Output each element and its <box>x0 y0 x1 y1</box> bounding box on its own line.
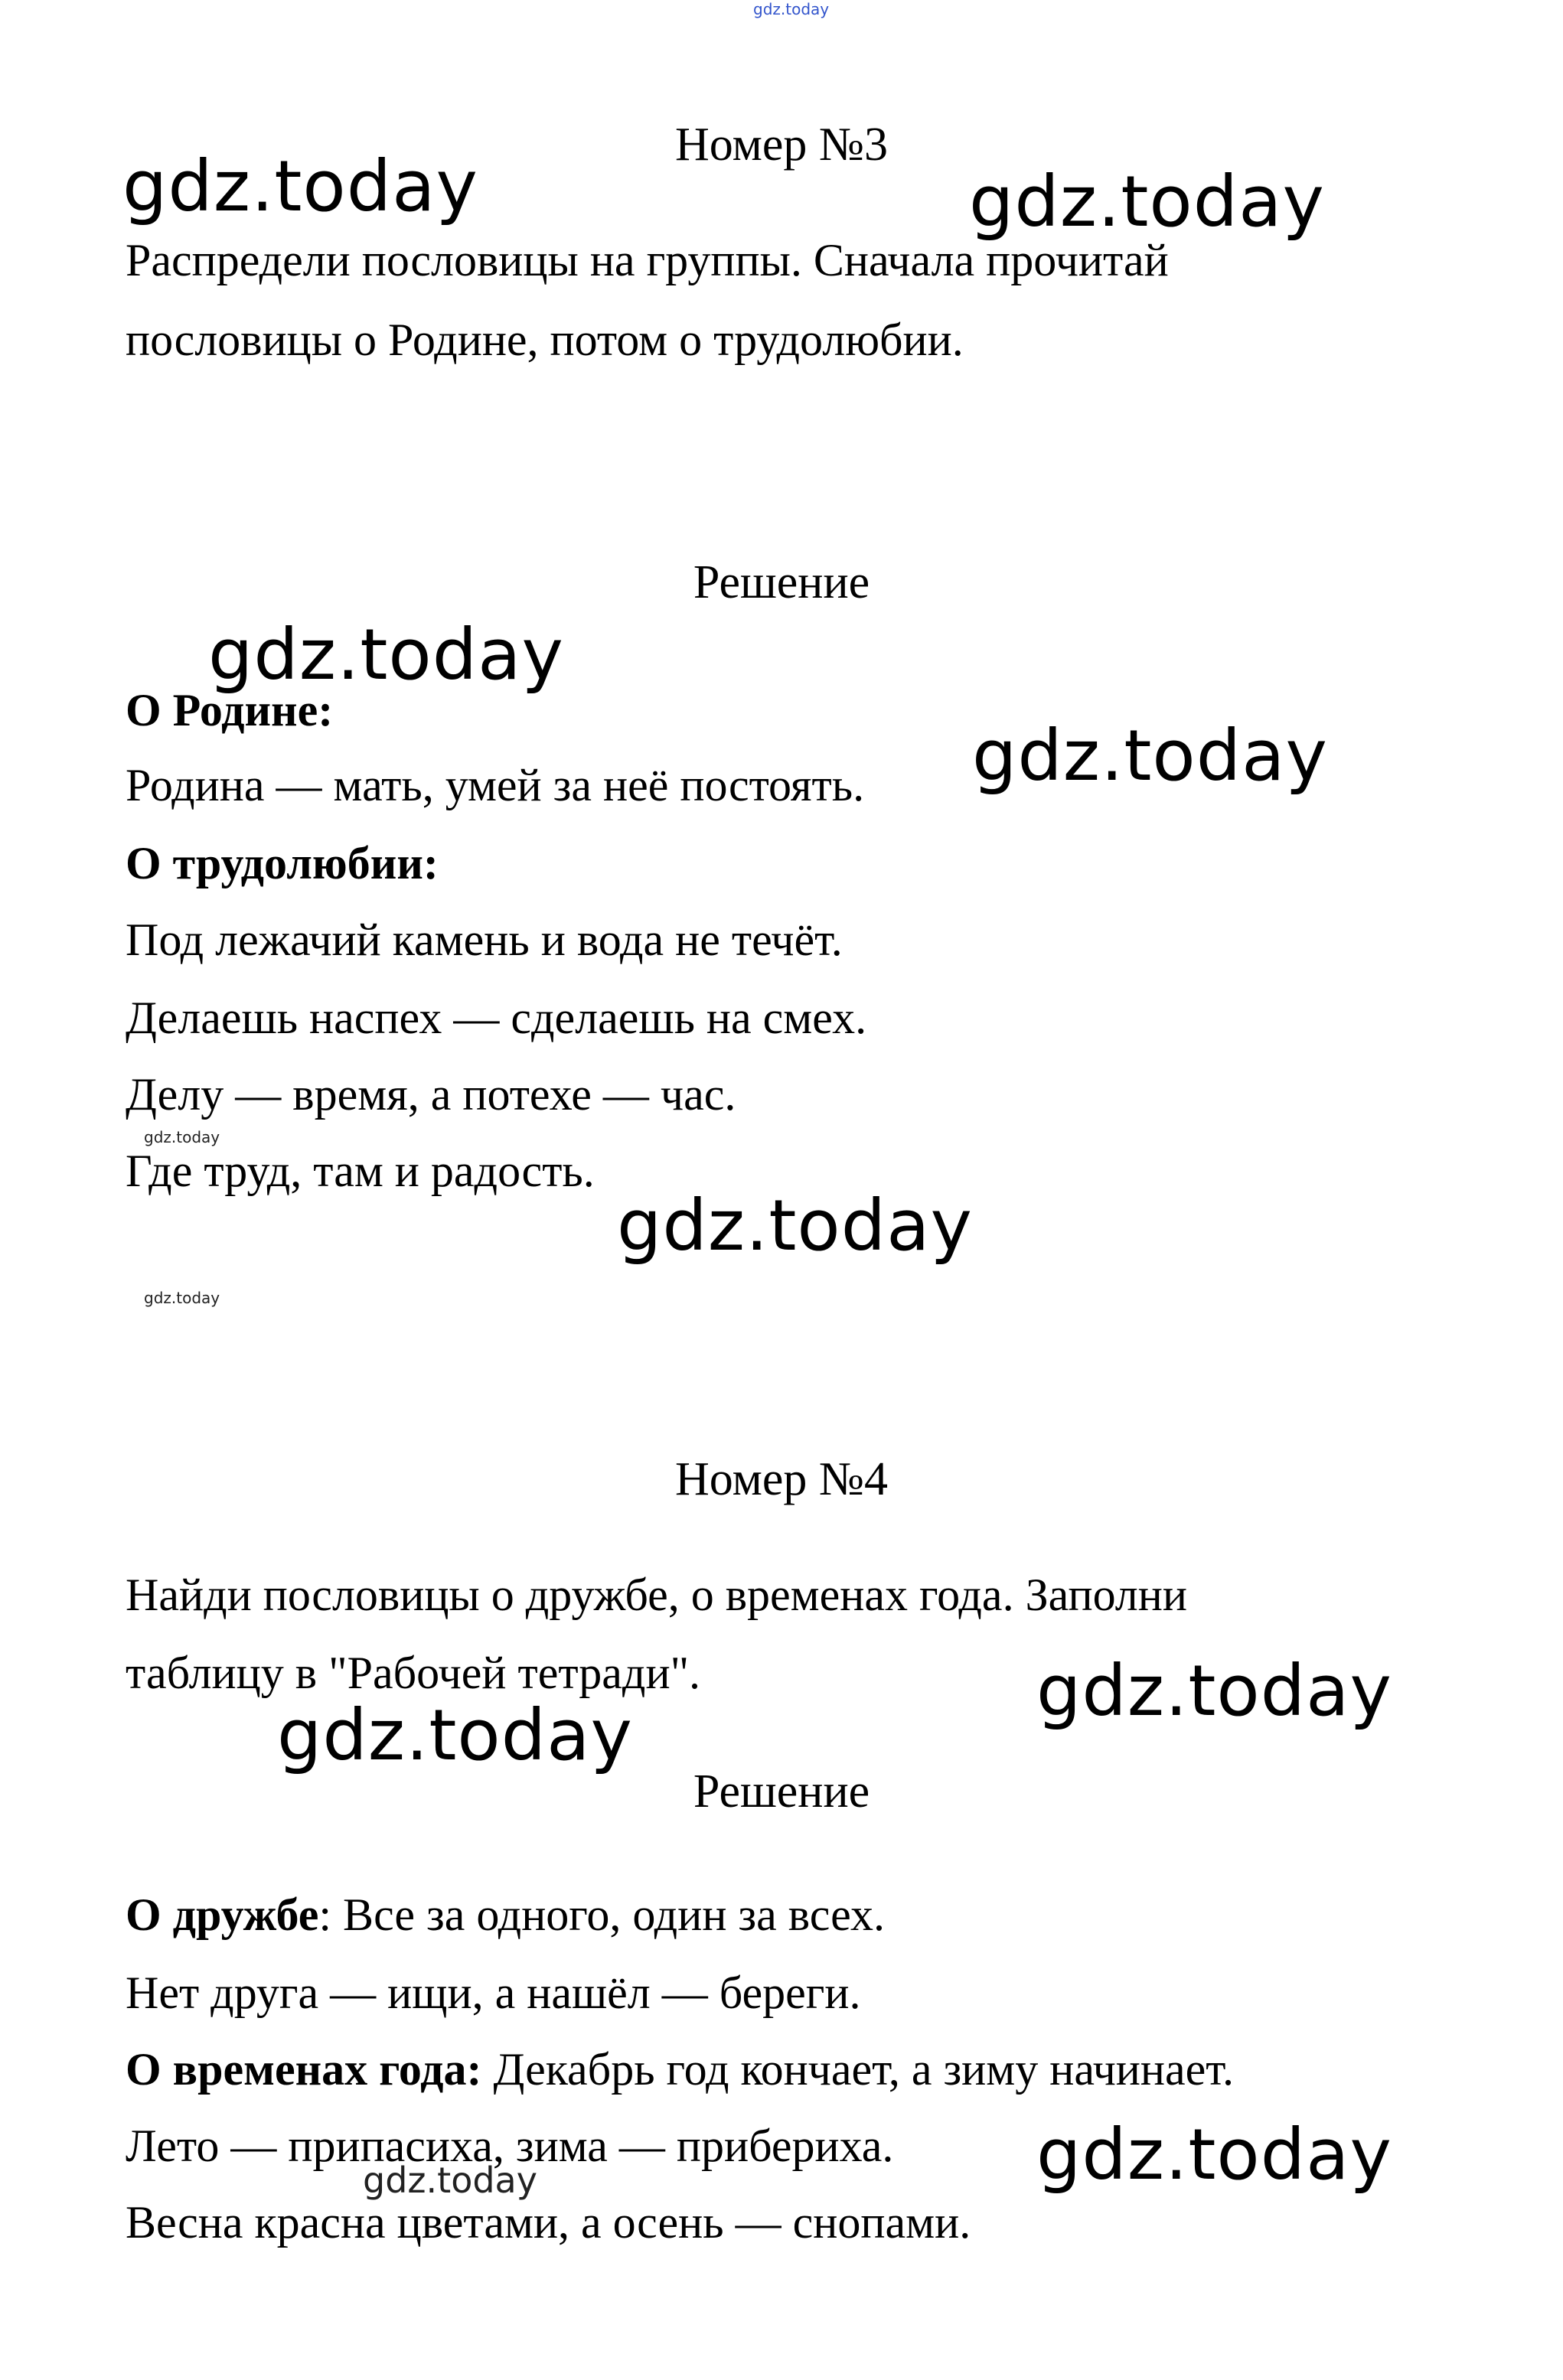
watermark: gdz.today <box>122 145 478 227</box>
friendship-line <box>126 1889 885 1940</box>
seasons-item: Весна красна цветами, а осень — снопами. <box>126 2197 971 2248</box>
watermark: gdz.today <box>144 1128 220 1146</box>
watermark: gdz.today <box>969 161 1325 243</box>
seasons-heading: О временах года: <box>126 2044 482 2095</box>
friendship-first-proverb: : Все за одного, один за всех. <box>318 1889 885 1940</box>
section3-solution-title: Решение <box>693 556 870 608</box>
homeland-item: Родина — мать, умей за неё постоять. <box>126 760 865 810</box>
seasons-first-proverb: Декабрь год кончает, а зиму начинает. <box>481 2044 1234 2095</box>
diligence-heading-text: О трудолюбии: <box>126 838 439 888</box>
watermark: gdz.today <box>144 1289 220 1307</box>
seasons-line <box>126 2044 1234 2095</box>
watermark: gdz.today <box>753 0 830 18</box>
seasons-item: Лето — припасиха, зима — прибериха. <box>126 2121 894 2171</box>
watermark: gdz.today <box>1036 2114 1392 2196</box>
section4-task-line2: таблицу в "Рабочей тетради". <box>126 1648 701 1698</box>
homeland-heading-text: О Родине: <box>126 685 334 735</box>
section3-task-line1: Распредели пословицы на группы. Сначала прочитай <box>126 235 1169 285</box>
watermark: gdz.today <box>277 1694 633 1776</box>
section3-task-line2: пословицы о Родине, потом о трудолюбии. <box>126 315 964 365</box>
section4-task-line1: Найди пословицы о дружбе, о временах года. Заполни <box>126 1570 1187 1620</box>
watermark: gdz.today <box>617 1185 973 1267</box>
diligence-heading <box>126 840 439 886</box>
friendship-item: Нет друга — ищи, а нашёл — береги. <box>126 1968 861 2018</box>
diligence-item: Делу — время, а потехе — час. <box>126 1069 736 1120</box>
watermark: gdz.today <box>208 614 564 696</box>
diligence-item: Где труд, там и радость. <box>126 1146 595 1196</box>
diligence-item: Делаешь наспех — сделаешь на смех. <box>126 993 867 1043</box>
watermark: gdz.today <box>972 715 1328 797</box>
section3-title: Номер №3 <box>674 119 888 171</box>
section4-title: Номер №4 <box>674 1453 888 1505</box>
friendship-heading: О дружбе <box>126 1889 319 1940</box>
diligence-item: Под лежачий камень и вода не течёт. <box>126 915 843 965</box>
watermark: gdz.today <box>363 2160 537 2201</box>
section4-solution-title: Решение <box>693 1765 870 1818</box>
watermark: gdz.today <box>1036 1650 1392 1732</box>
